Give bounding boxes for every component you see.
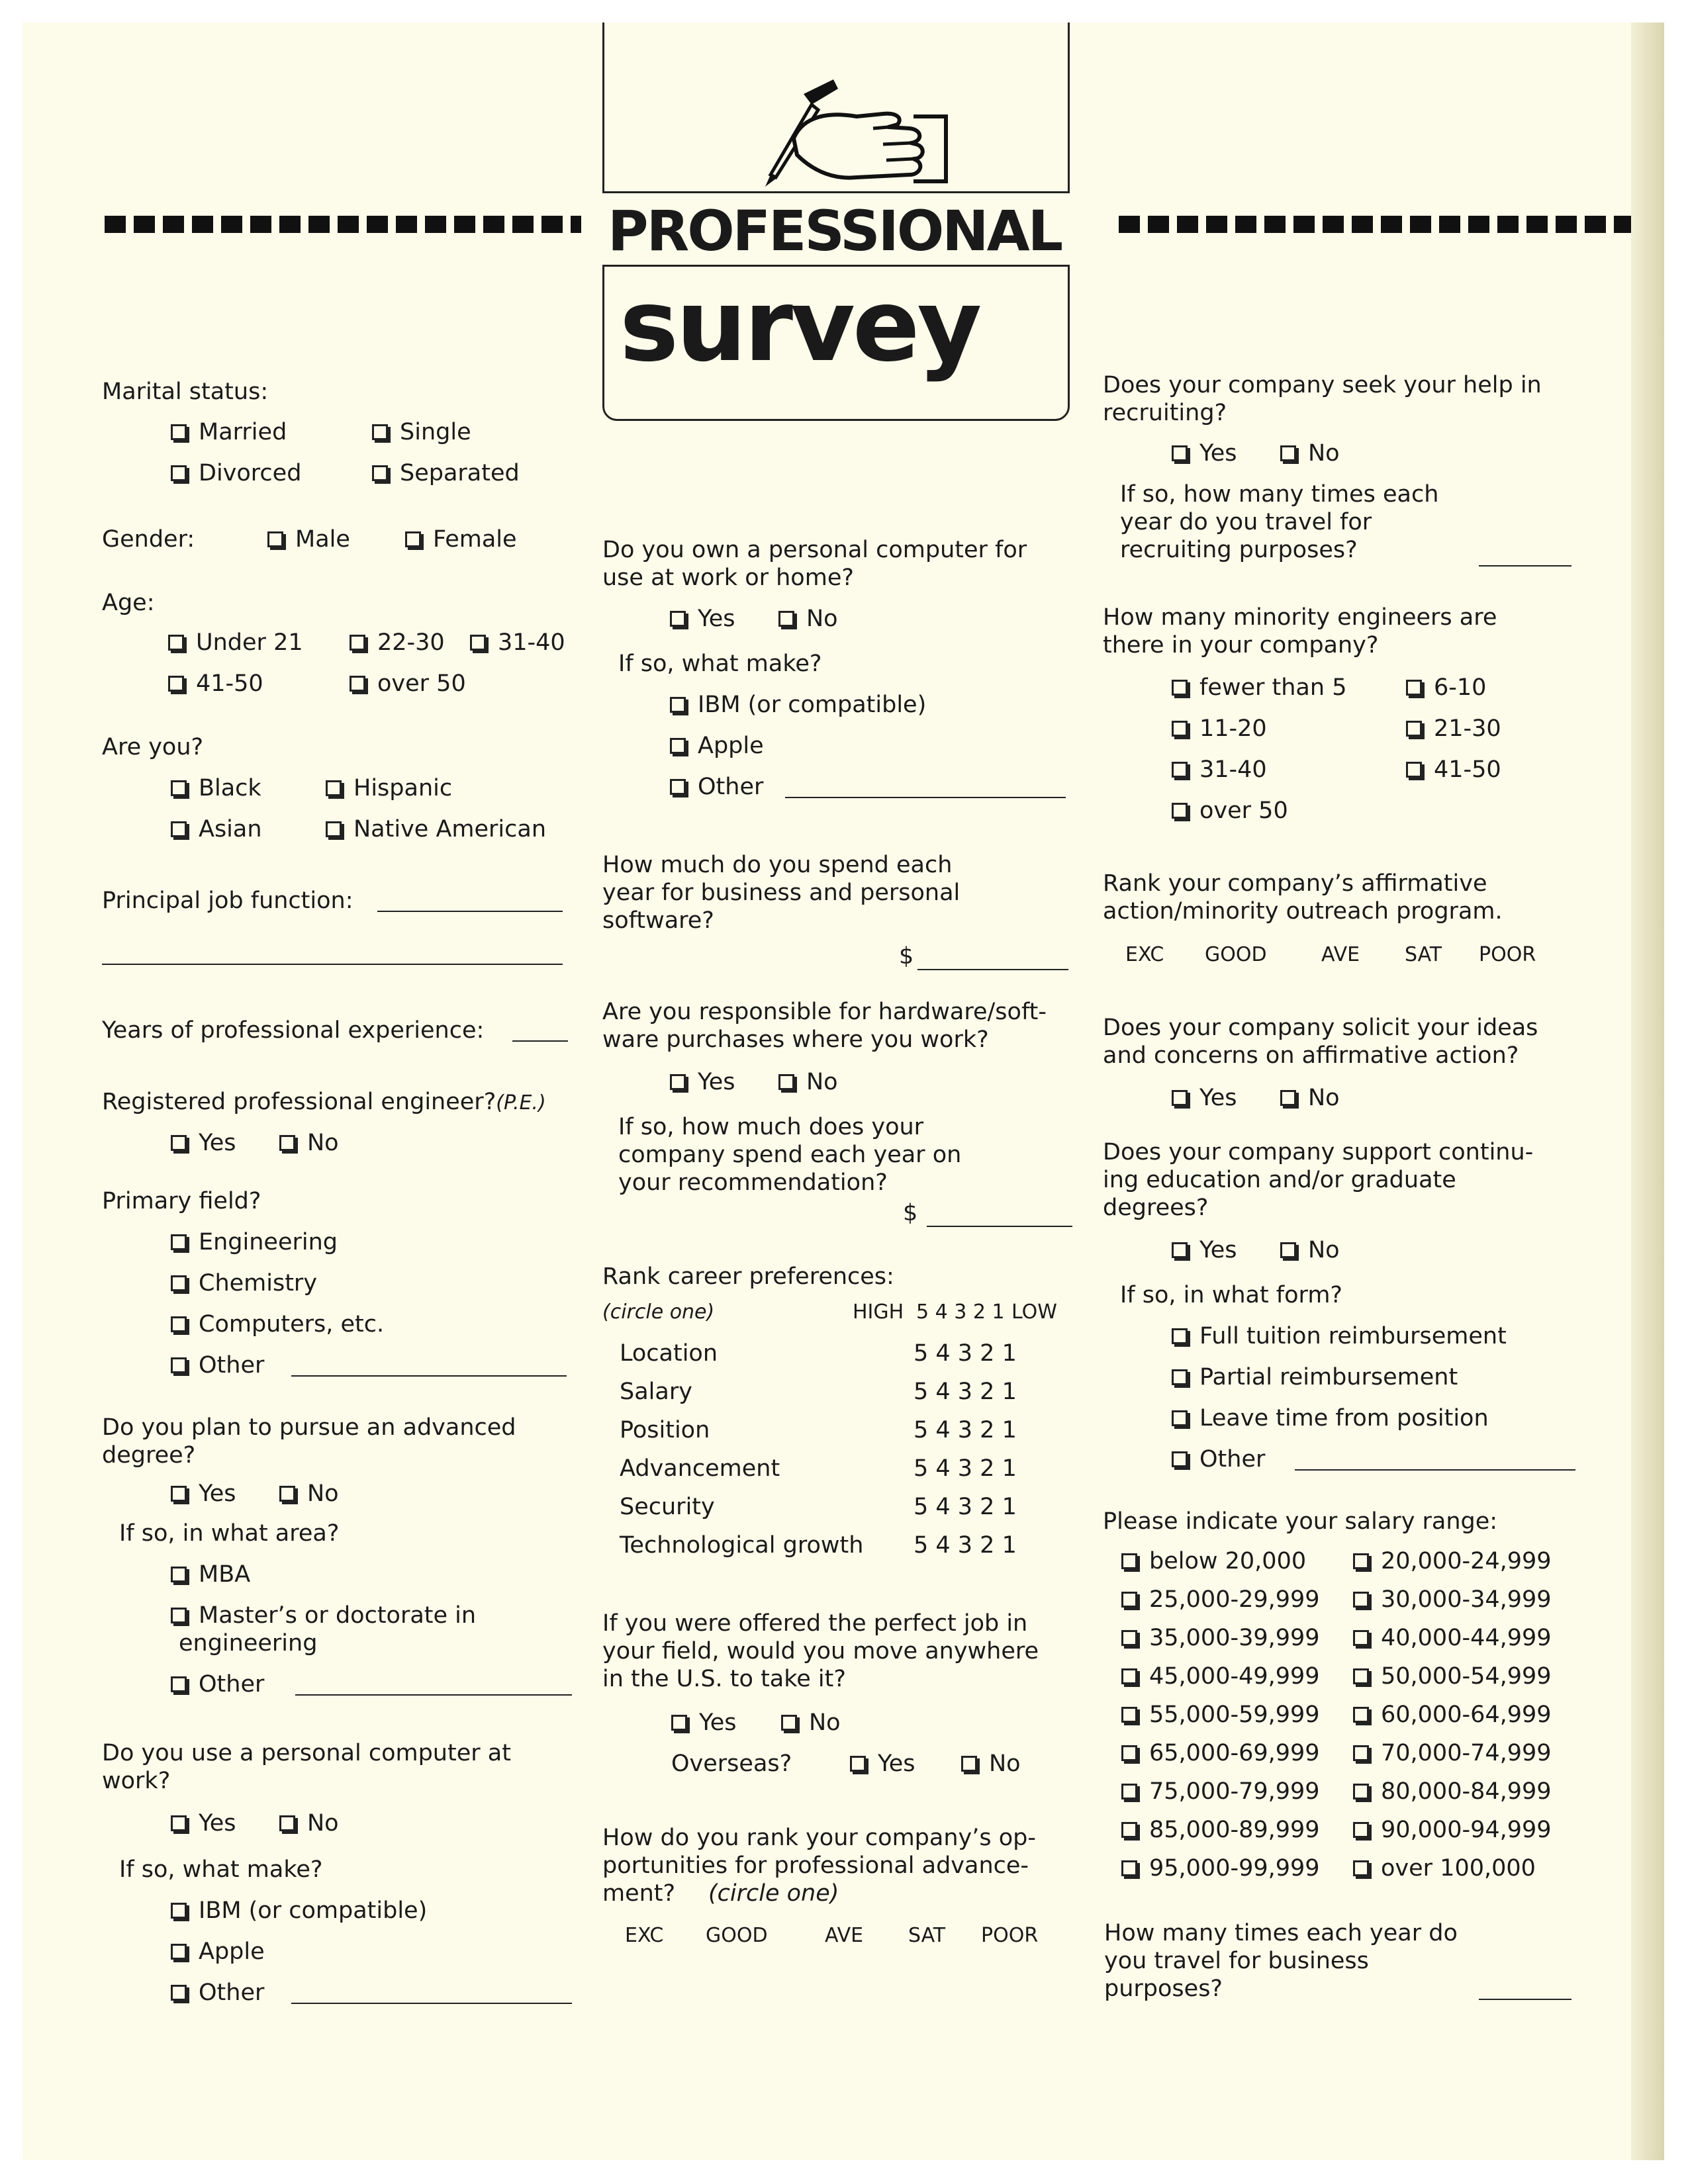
checkbox[interactable] — [171, 424, 187, 440]
form-question: If so, in what form? — [1120, 1282, 1342, 1308]
salary-option[interactable]: 55,000-59,999 — [1121, 1701, 1320, 1729]
field-question: Primary field? — [102, 1188, 261, 1214]
job-function-field-2[interactable] — [102, 964, 563, 965]
salary-option[interactable]: 40,000-44,999 — [1353, 1624, 1552, 1652]
checkbox[interactable] — [1121, 1860, 1137, 1876]
aa-rating-poor[interactable]: POOR — [1479, 943, 1536, 966]
pref-tech-growth: Technological growth — [620, 1532, 864, 1559]
hand-writing-icon — [757, 75, 949, 191]
option-under-21[interactable]: Under 21 — [168, 629, 303, 657]
title-survey: survey — [620, 269, 980, 384]
checkbox[interactable] — [670, 697, 686, 713]
option-m-31-40[interactable]: 31-40 — [1172, 756, 1267, 784]
option-own-apple[interactable]: Apple — [670, 732, 764, 760]
experience-question: Years of professional experience: — [102, 1017, 485, 1044]
checkbox[interactable] — [171, 780, 187, 796]
minority-question-1: How many minority engineers are — [1103, 604, 1497, 631]
pref-position-scale[interactable]: 5 4 3 2 1 — [914, 1417, 1017, 1443]
checkbox[interactable] — [1121, 1707, 1137, 1723]
option-single[interactable]: Single — [372, 418, 471, 446]
pref-advancement: Advancement — [620, 1455, 780, 1482]
checkbox[interactable] — [1353, 1784, 1369, 1799]
checkbox[interactable] — [1172, 1369, 1188, 1385]
option-work-apple[interactable]: Apple — [171, 1938, 265, 1966]
checkbox[interactable] — [171, 1234, 187, 1250]
checkbox[interactable] — [670, 738, 686, 754]
salary-option[interactable]: 85,000-89,999 — [1121, 1816, 1320, 1844]
pe-yes[interactable]: Yes — [171, 1129, 236, 1157]
salary-option[interactable]: 50,000-54,999 — [1353, 1662, 1552, 1690]
checkbox[interactable] — [1172, 1090, 1188, 1106]
checkbox[interactable] — [1406, 680, 1422, 696]
salary-option[interactable]: 75,000-79,999 — [1121, 1778, 1320, 1805]
checkbox[interactable] — [168, 676, 184, 692]
education-yes[interactable]: Yes — [1172, 1236, 1237, 1264]
checkbox[interactable] — [1280, 1090, 1296, 1106]
salary-option[interactable]: 45,000-49,999 — [1121, 1662, 1320, 1690]
solicit-question-1: Does your company solicit your ideas — [1103, 1015, 1538, 1041]
checkbox[interactable] — [279, 1486, 295, 1502]
checkbox[interactable] — [1280, 1242, 1296, 1258]
aa-rating-good[interactable]: GOOD — [1205, 943, 1267, 966]
opp-rating-exc[interactable]: EXC — [625, 1924, 664, 1947]
checkbox[interactable] — [372, 465, 388, 481]
company-spend-question-2: company spend each year on — [618, 1142, 962, 1168]
option-work-ibm[interactable]: IBM (or compatible) — [171, 1897, 427, 1925]
checkbox[interactable] — [1172, 721, 1188, 737]
checkbox[interactable] — [279, 1815, 295, 1831]
checkbox[interactable] — [1121, 1630, 1137, 1646]
option-22-30[interactable]: 22-30 — [350, 629, 445, 657]
salary-option[interactable]: 30,000-34,999 — [1353, 1586, 1552, 1614]
opportunity-question-1: How do you rank your company’s op- — [602, 1825, 1036, 1851]
option-41-50[interactable]: 41-50 — [168, 670, 263, 698]
overseas-yes[interactable]: Yes — [850, 1750, 915, 1778]
adv-yes[interactable]: Yes — [171, 1480, 236, 1508]
own-pc-yes[interactable]: Yes — [670, 605, 735, 633]
checkbox[interactable] — [1172, 445, 1188, 461]
checkbox[interactable] — [1172, 1242, 1188, 1258]
move-question-2: your field, would you move anywhere — [602, 1638, 1039, 1664]
option-6-10[interactable]: 6-10 — [1406, 674, 1486, 702]
spend-question-3: software? — [602, 907, 714, 934]
checkbox[interactable] — [350, 676, 365, 692]
recruit-question-2: recruiting? — [1103, 400, 1227, 426]
salary-option[interactable]: 80,000-84,999 — [1353, 1778, 1552, 1805]
area-other-input[interactable] — [295, 1694, 572, 1696]
job-function-field[interactable] — [377, 911, 563, 912]
pc-work-no[interactable]: No — [279, 1809, 339, 1837]
company-spend-question-1: If so, how much does your — [618, 1114, 924, 1140]
option-area-other[interactable]: Other — [171, 1670, 264, 1698]
responsible-question-2: ware purchases where you work? — [602, 1026, 989, 1053]
form-other-input[interactable] — [1295, 1469, 1575, 1471]
checkbox[interactable] — [267, 531, 283, 547]
checkbox[interactable] — [171, 1486, 187, 1502]
pref-position: Position — [620, 1417, 710, 1443]
checkbox[interactable] — [350, 635, 365, 651]
marital-question: Marital status: — [102, 379, 269, 405]
checkbox[interactable] — [171, 1676, 187, 1692]
own-make-question: If so, what make? — [618, 651, 822, 677]
option-native-american[interactable]: Native American — [326, 815, 546, 843]
checkbox[interactable] — [171, 1815, 187, 1831]
education-question-3: degrees? — [1103, 1195, 1209, 1221]
adv-no[interactable]: No — [279, 1480, 339, 1508]
option-female[interactable]: Female — [405, 525, 517, 553]
advanced-degree-question-1: Do you plan to pursue an advanced — [102, 1414, 516, 1441]
checkbox[interactable] — [1280, 445, 1296, 461]
checkbox[interactable] — [1406, 762, 1422, 778]
salary-option[interactable]: 70,000-74,999 — [1353, 1739, 1552, 1767]
area-question: If so, in what area? — [119, 1520, 340, 1547]
checkbox[interactable] — [171, 1903, 187, 1919]
option-form-other[interactable]: Other — [1172, 1445, 1265, 1473]
aa-rating-exc[interactable]: EXC — [1125, 943, 1164, 966]
checkbox[interactable] — [670, 779, 686, 795]
option-11-20[interactable]: 11-20 — [1172, 715, 1267, 743]
checkbox[interactable] — [1353, 1592, 1369, 1608]
checkbox[interactable] — [1353, 1668, 1369, 1684]
option-male[interactable]: Male — [267, 525, 350, 553]
travel-question-3: purposes? — [1104, 1976, 1223, 2002]
minority-question-2: there in your company? — [1103, 632, 1379, 659]
travel-recruit-input[interactable] — [1479, 565, 1571, 567]
job-function-question: Principal job function: — [102, 887, 353, 914]
checkbox[interactable] — [1353, 1707, 1369, 1723]
checkbox[interactable] — [372, 424, 388, 440]
option-m-over-50[interactable]: over 50 — [1172, 797, 1288, 825]
checkbox[interactable] — [171, 1944, 187, 1960]
opportunity-question-2: portunities for professional advance- — [602, 1852, 1029, 1879]
checkbox[interactable] — [1353, 1745, 1369, 1761]
salary-option[interactable]: 20,000-24,999 — [1353, 1547, 1552, 1575]
salary-option[interactable]: below 20,000 — [1121, 1547, 1306, 1575]
checkbox[interactable] — [1353, 1860, 1369, 1876]
option-31-40[interactable]: 31-40 — [470, 629, 565, 657]
pref-tech-growth-scale[interactable]: 5 4 3 2 1 — [914, 1532, 1017, 1559]
checkbox[interactable] — [279, 1135, 295, 1151]
company-spend-question-3: your recommendation? — [618, 1169, 888, 1196]
pref-security-scale[interactable]: 5 4 3 2 1 — [914, 1494, 1017, 1520]
pref-salary-scale[interactable]: 5 4 3 2 1 — [914, 1379, 1017, 1405]
spend-input[interactable] — [917, 969, 1068, 970]
checkbox[interactable] — [1353, 1822, 1369, 1838]
experience-field[interactable] — [512, 1040, 568, 1042]
pref-security: Security — [620, 1494, 715, 1520]
solicit-yes[interactable]: Yes — [1172, 1084, 1237, 1112]
option-hispanic[interactable]: Hispanic — [326, 774, 452, 802]
travel-recruit-question-2: year do you travel for — [1120, 509, 1372, 535]
header-rule-right — [1119, 216, 1631, 233]
responsible-no[interactable]: No — [778, 1068, 838, 1096]
checkbox[interactable] — [171, 1135, 187, 1151]
page-edge — [1631, 23, 1664, 2160]
move-question-1: If you were offered the perfect job in — [602, 1610, 1028, 1637]
salary-option[interactable]: over 100,000 — [1353, 1854, 1536, 1882]
checkbox[interactable] — [171, 1357, 187, 1373]
advanced-degree-question-2: degree? — [102, 1442, 196, 1469]
title-professional: PROFESSIONAL — [608, 199, 1062, 263]
option-masters-line-2: engineering — [179, 1630, 318, 1657]
option-m-41-50[interactable]: 41-50 — [1406, 756, 1501, 784]
checkbox[interactable] — [1172, 803, 1188, 819]
survey-page — [23, 23, 1664, 2160]
spend-question-1: How much do you spend each — [602, 852, 953, 878]
pc-work-yes[interactable]: Yes — [171, 1809, 236, 1837]
checkbox[interactable] — [1406, 721, 1422, 737]
option-computers[interactable]: Computers, etc. — [171, 1310, 384, 1338]
education-question-2: ing education and/or graduate — [1103, 1167, 1456, 1193]
move-yes[interactable]: Yes — [671, 1709, 737, 1737]
age-question: Age: — [102, 590, 155, 616]
checkbox[interactable] — [670, 1074, 686, 1090]
option-masters[interactable]: Master’s or doctorate in — [171, 1602, 476, 1629]
checkbox[interactable] — [1353, 1553, 1369, 1569]
ethnicity-question: Are you? — [102, 734, 204, 760]
option-partial[interactable]: Partial reimbursement — [1172, 1363, 1458, 1391]
opp-rating-good[interactable]: GOOD — [706, 1924, 768, 1947]
travel-question-2: you travel for business — [1104, 1948, 1369, 1974]
checkbox[interactable] — [1172, 762, 1188, 778]
solicit-question-2: and concerns on affirmative action? — [1103, 1042, 1519, 1069]
spend-question-2: year for business and personal — [602, 880, 961, 906]
rank-preferences-question: Rank career preferences: — [602, 1263, 894, 1290]
travel-recruit-question-1: If so, how many times each — [1120, 481, 1439, 508]
gender-question: Gender: — [102, 526, 195, 553]
education-no[interactable]: No — [1280, 1236, 1340, 1264]
checkbox[interactable] — [168, 635, 184, 651]
checkbox[interactable] — [778, 1074, 794, 1090]
aa-rating-ave[interactable]: AVE — [1321, 943, 1360, 966]
checkbox[interactable] — [171, 1316, 187, 1332]
pref-location: Location — [620, 1340, 718, 1367]
spend-dollar: $ — [899, 943, 914, 970]
option-full-tuition[interactable]: Full tuition reimbursement — [1172, 1322, 1507, 1350]
travel-input[interactable] — [1479, 1999, 1571, 2000]
company-spend-dollar: $ — [903, 1200, 918, 1226]
checkbox[interactable] — [171, 1608, 187, 1623]
checkbox[interactable] — [781, 1715, 797, 1731]
checkbox[interactable] — [326, 780, 342, 796]
checkbox[interactable] — [1172, 1451, 1188, 1467]
checkbox[interactable] — [1353, 1630, 1369, 1646]
opportunity-circle-note: (circle one) — [708, 1880, 839, 1907]
checkbox[interactable] — [1121, 1745, 1137, 1761]
recruit-no[interactable]: No — [1280, 439, 1340, 467]
pe-no[interactable]: No — [279, 1129, 339, 1157]
header-rule-left — [105, 216, 581, 233]
overseas-no[interactable]: No — [961, 1750, 1021, 1778]
responsible-question-1: Are you responsible for hardware/soft- — [602, 999, 1047, 1025]
overseas-label: Overseas? — [671, 1751, 792, 1777]
own-other-input[interactable] — [785, 797, 1066, 798]
pc-work-question-1: Do you use a personal computer at — [102, 1740, 511, 1766]
checkbox[interactable] — [470, 635, 486, 651]
option-divorced[interactable]: Divorced — [171, 459, 301, 487]
option-own-ibm[interactable]: IBM (or compatible) — [670, 691, 926, 719]
checkbox[interactable] — [326, 821, 342, 837]
option-over-50[interactable]: over 50 — [350, 670, 466, 698]
pc-work-question-2: work? — [102, 1768, 171, 1794]
checkbox[interactable] — [961, 1756, 977, 1772]
checkbox[interactable] — [1121, 1822, 1137, 1838]
checkbox[interactable] — [670, 611, 686, 627]
pc-work-make-question: If so, what make? — [119, 1856, 323, 1883]
own-pc-question-1: Do you own a personal computer for — [602, 537, 1027, 563]
option-asian[interactable]: Asian — [171, 815, 262, 843]
aa-rating-sat[interactable]: SAT — [1405, 943, 1442, 966]
pref-advancement-scale[interactable]: 5 4 3 2 1 — [914, 1455, 1017, 1482]
checkbox[interactable] — [850, 1756, 866, 1772]
move-question-3: in the U.S. to take it? — [602, 1666, 846, 1692]
salary-option[interactable]: 90,000-94,999 — [1353, 1816, 1552, 1844]
education-question-1: Does your company support continu- — [1103, 1139, 1534, 1165]
affirmative-question-1: Rank your company’s affirmative — [1103, 870, 1487, 897]
option-chemistry[interactable]: Chemistry — [171, 1269, 317, 1297]
affirmative-question-2: action/minority outreach program. — [1103, 898, 1503, 925]
checkbox[interactable] — [1121, 1668, 1137, 1684]
checkbox[interactable] — [171, 465, 187, 481]
checkbox[interactable] — [171, 1275, 187, 1291]
checkbox[interactable] — [171, 1567, 187, 1582]
salary-option[interactable]: 65,000-69,999 — [1121, 1739, 1320, 1767]
checkbox[interactable] — [1121, 1553, 1137, 1569]
option-fewer-than-5[interactable]: fewer than 5 — [1172, 674, 1346, 702]
checkbox[interactable] — [671, 1715, 687, 1731]
option-married[interactable]: Married — [171, 418, 287, 446]
own-pc-no[interactable]: No — [778, 605, 838, 633]
checkbox[interactable] — [171, 1985, 187, 2001]
salary-option[interactable]: 35,000-39,999 — [1121, 1624, 1320, 1652]
work-other-input[interactable] — [291, 2003, 572, 2004]
checkbox[interactable] — [405, 531, 421, 547]
company-spend-input[interactable] — [927, 1226, 1072, 1227]
salary-option[interactable]: 60,000-64,999 — [1353, 1701, 1552, 1729]
opportunity-question-3: ment? — [602, 1880, 676, 1907]
option-own-other[interactable]: Other — [670, 773, 763, 801]
solicit-no[interactable]: No — [1280, 1084, 1340, 1112]
travel-recruit-question-3: recruiting purposes? — [1120, 537, 1358, 563]
pe-question: Registered professional engineer?(P.E.) — [102, 1089, 546, 1115]
option-mba[interactable]: MBA — [171, 1561, 250, 1588]
option-work-other[interactable]: Other — [171, 1979, 264, 2007]
rank-high-label: HIGH — [853, 1300, 904, 1324]
checkbox[interactable] — [1121, 1592, 1137, 1608]
option-leave-time[interactable]: Leave time from position — [1172, 1404, 1489, 1432]
travel-question-1: How many times each year do — [1104, 1920, 1458, 1946]
option-engineering[interactable]: Engineering — [171, 1228, 338, 1256]
salary-option[interactable]: 25,000-29,999 — [1121, 1586, 1320, 1614]
opp-rating-sat[interactable]: SAT — [908, 1924, 946, 1947]
opp-rating-ave[interactable]: AVE — [825, 1924, 864, 1947]
checkbox[interactable] — [1121, 1784, 1137, 1799]
responsible-yes[interactable]: Yes — [670, 1068, 735, 1096]
rank-low-label: LOW — [1011, 1300, 1057, 1324]
field-other-input[interactable] — [291, 1375, 567, 1377]
checkbox[interactable] — [171, 821, 187, 837]
recruit-question-1: Does your company seek your help in — [1103, 372, 1542, 398]
option-separated[interactable]: Separated — [372, 459, 520, 487]
pref-location-scale[interactable]: 5 4 3 2 1 — [914, 1340, 1017, 1367]
checkbox[interactable] — [1172, 1410, 1188, 1426]
pref-salary: Salary — [620, 1379, 692, 1405]
checkbox[interactable] — [1172, 680, 1188, 696]
rank-circle-note: (circle one) — [602, 1300, 715, 1324]
opp-rating-poor[interactable]: POOR — [981, 1924, 1039, 1947]
salary-question: Please indicate your salary range: — [1103, 1508, 1498, 1535]
checkbox[interactable] — [778, 611, 794, 627]
recruit-yes[interactable]: Yes — [1172, 439, 1237, 467]
own-pc-question-2: use at work or home? — [602, 565, 854, 591]
option-field-other[interactable]: Other — [171, 1351, 264, 1379]
option-21-30[interactable]: 21-30 — [1406, 715, 1501, 743]
checkbox[interactable] — [1172, 1328, 1188, 1344]
move-no[interactable]: No — [781, 1709, 841, 1737]
salary-option[interactable]: 95,000-99,999 — [1121, 1854, 1320, 1882]
rank-scale-header: 5 4 3 2 1 — [916, 1300, 1005, 1324]
option-black[interactable]: Black — [171, 774, 261, 802]
